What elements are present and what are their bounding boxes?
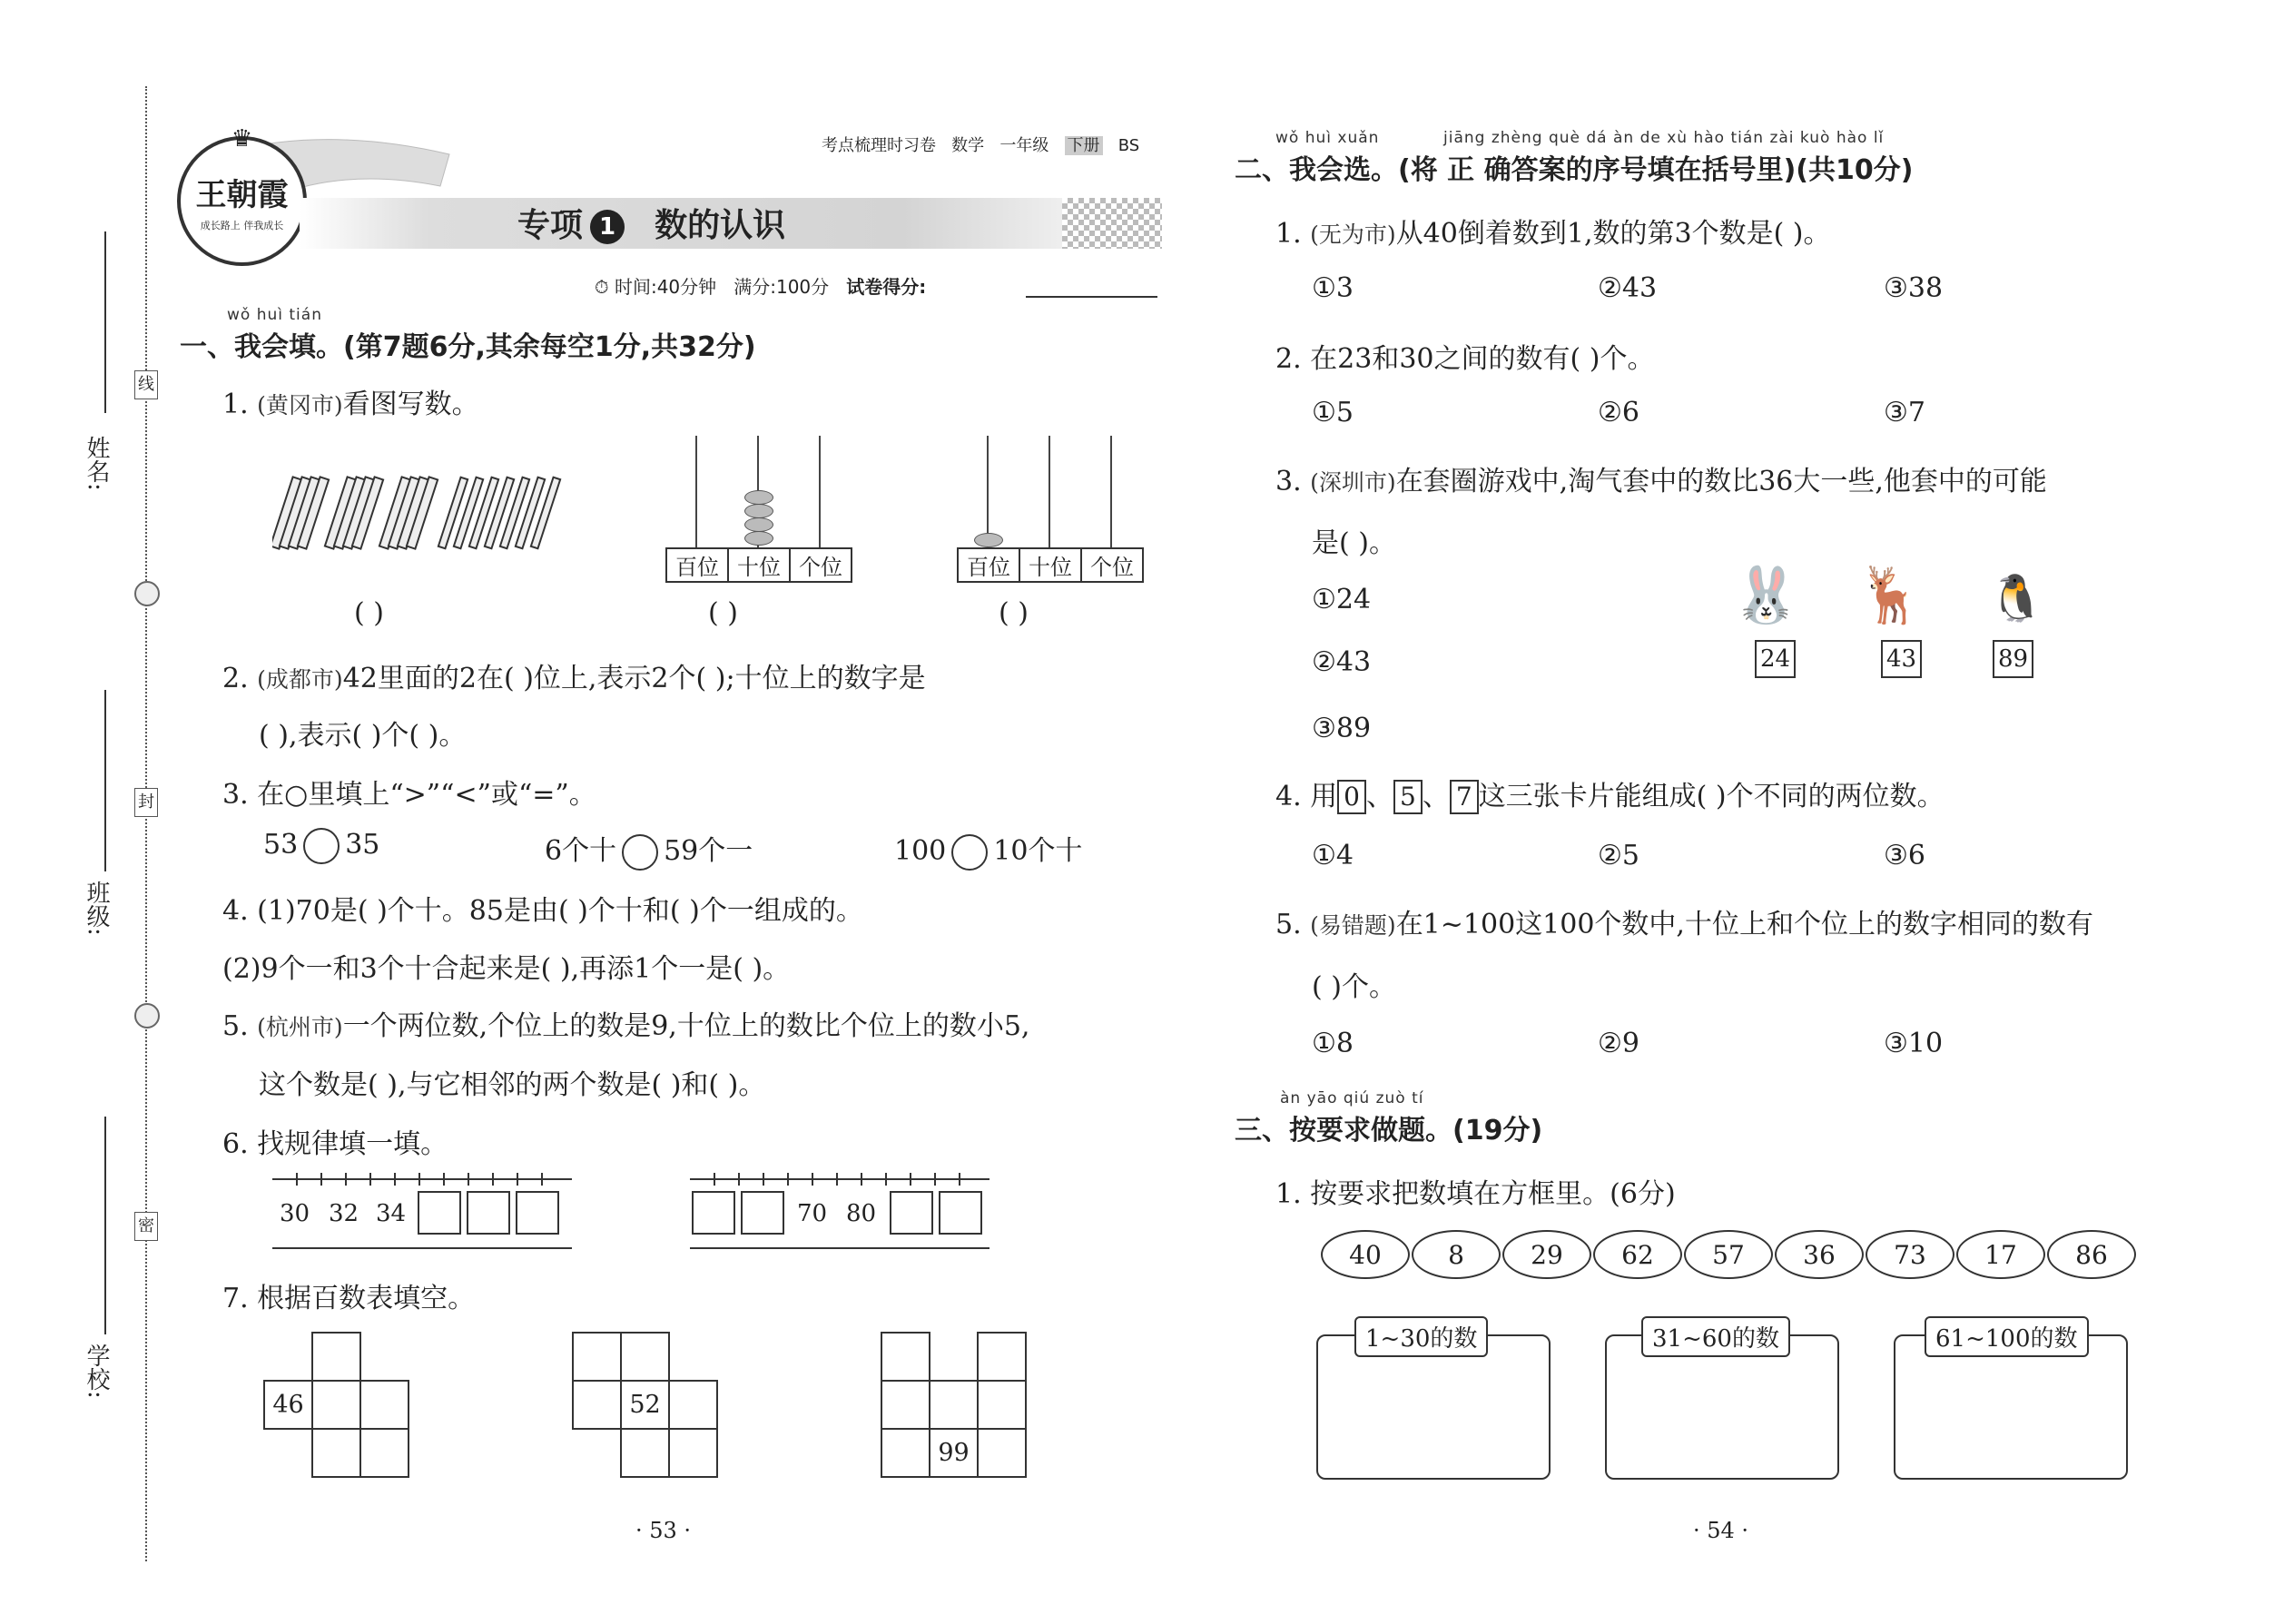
name-label: 姓名: — [83, 436, 110, 491]
abacus1-bead — [744, 504, 773, 518]
seq2-value-1: 70 — [797, 1200, 828, 1227]
abacus1-rod-ones — [819, 436, 821, 549]
s2-q3-opt1[interactable]: ①24 — [1312, 584, 1372, 615]
seq1-value-2: 32 — [329, 1200, 359, 1227]
grid3-cell[interactable] — [977, 1332, 1027, 1382]
score-blank[interactable] — [1026, 296, 1157, 298]
section2-pinyin-2: jiāng zhèng què dá àn de xù hào tián zài kuò hào lǐ — [1443, 129, 1885, 147]
seq2-blank[interactable] — [939, 1191, 982, 1235]
s2-q1-opt1[interactable]: ①3 — [1312, 272, 1354, 304]
seq1-value-1: 30 — [280, 1200, 310, 1227]
page-number-left: · 53 · — [635, 1518, 692, 1543]
s1-q3: 3. 在○里填上“>”“<”或“=”。 — [222, 779, 596, 811]
section3-title: 三、按要求做题。(19分) — [1235, 1115, 1543, 1147]
section1-title: 一、我会填。(第7题6分,其余每空1分,共32分) — [180, 331, 756, 363]
number-oval: 29 — [1502, 1230, 1591, 1279]
compare-circle[interactable] — [622, 834, 658, 871]
s2-q5-opt3[interactable]: ③10 — [1884, 1028, 1944, 1059]
clock-icon: ⏱ — [595, 276, 609, 298]
grid2-cell[interactable] — [668, 1428, 718, 1478]
seq2-blank[interactable] — [741, 1191, 784, 1235]
compare-circle[interactable] — [303, 828, 340, 864]
deer-icon: 🦌 — [1856, 564, 1925, 627]
s2-q3-opt2[interactable]: ②43 — [1312, 646, 1372, 678]
seq1-blank[interactable] — [418, 1191, 461, 1235]
header-meta — [822, 133, 1139, 156]
s2-q1-opt3[interactable]: ③38 — [1884, 272, 1944, 304]
class-line — [104, 690, 106, 871]
abacus1-bead — [744, 490, 773, 505]
animal-number-43: 43 — [1881, 640, 1922, 678]
binding-ornament-icon — [134, 581, 160, 606]
section3-pinyin: àn yāo qiú zuò tí — [1280, 1089, 1424, 1107]
q1-answer-3[interactable]: ( ) — [999, 597, 1029, 629]
s2-q5-line1: 5. (易错题)在1~100这100个数中,十位上和个位上的数字相同的数有 — [1275, 909, 2093, 940]
s1-q7: 7. 根据百数表填空。 — [222, 1283, 476, 1314]
grid1-cell[interactable] — [311, 1332, 361, 1382]
s2-q4: 4. 用 0 、 5 、 7 这三张卡片能组成( )个不同的两位数。 — [1275, 781, 1944, 812]
name-line — [104, 231, 106, 413]
exam-meta — [595, 272, 926, 299]
grid1-cell[interactable] — [311, 1428, 361, 1478]
compare-item-2: 6个十 59个一 — [545, 828, 753, 871]
compare-item-1: 53 35 — [263, 828, 379, 864]
grid2-cell[interactable] — [620, 1332, 670, 1382]
grid1-cell[interactable] — [311, 1380, 361, 1430]
animal-number-89: 89 — [1993, 640, 2033, 678]
abacus2-rod-ones — [1110, 436, 1112, 549]
page-number-right: · 54 · — [1693, 1518, 1749, 1543]
number-oval: 40 — [1321, 1230, 1410, 1279]
number-oval: 17 — [1956, 1230, 2045, 1279]
answer-box-label-3: 61~100的数 — [1925, 1316, 2089, 1357]
grid3-cell[interactable] — [977, 1428, 1027, 1478]
class-label: 班级: — [83, 881, 110, 936]
cut-mark-1: 线 — [134, 370, 158, 399]
s2-q3-line2: 是( )。 — [1312, 527, 1396, 559]
seq2-value-2: 80 — [846, 1200, 877, 1227]
grid3-cell[interactable] — [881, 1380, 930, 1430]
number-oval: 8 — [1412, 1230, 1501, 1279]
q1-answer-1[interactable]: ( ) — [354, 597, 384, 629]
section1-pinyin: wǒ huì tián — [227, 306, 322, 324]
number-oval: 86 — [2047, 1230, 2136, 1279]
number-line-2-ticks — [714, 1173, 977, 1186]
grid1-cell[interactable] — [359, 1380, 409, 1430]
compare-item-3: 100 10个十 — [894, 828, 1082, 871]
digit-card-7: 7 — [1450, 780, 1479, 814]
school-label: 学校: — [83, 1343, 110, 1399]
full-score: 满分:100分 — [733, 276, 830, 298]
seq1-blank[interactable] — [516, 1191, 559, 1235]
s3-q1: 1. 按要求把数填在方框里。(6分) — [1275, 1178, 1676, 1210]
abacus1-bead — [744, 517, 773, 532]
abacus1-labels: 百位 十位 个位 — [665, 547, 852, 583]
logo-sub-left: 成长路上 — [200, 220, 241, 231]
rabbit-icon: 🐰 — [1732, 564, 1800, 627]
abacus2-rod-tens — [1049, 436, 1050, 549]
penguin-icon: 🐧 — [1988, 572, 2045, 625]
abacus1-rod-hundreds — [695, 436, 697, 549]
topic-number-badge: 1 — [590, 210, 625, 244]
digit-card-0: 0 — [1337, 780, 1366, 814]
number-line-1-ticks — [296, 1173, 559, 1186]
grid3-cell[interactable] — [929, 1380, 979, 1430]
abacus1-bead — [744, 531, 773, 546]
answer-box-label-1: 1~30的数 — [1354, 1316, 1488, 1357]
grid1-cell-46: 46 — [263, 1380, 313, 1430]
series-name: 考点梳理时习卷 — [822, 136, 936, 155]
volume: 下册 — [1065, 136, 1103, 155]
edition: BS — [1117, 136, 1140, 155]
animal-number-24: 24 — [1755, 640, 1796, 678]
binding-dotted-line — [145, 86, 147, 1561]
grid2-cell[interactable] — [572, 1380, 622, 1430]
grid3-cell-99: 99 — [929, 1428, 979, 1478]
logo-sub-right: 伴我成长 — [243, 220, 284, 231]
s2-q1-opt2[interactable]: ②43 — [1598, 272, 1658, 304]
grid3-cell[interactable] — [881, 1332, 930, 1382]
seq2-blank[interactable] — [890, 1191, 933, 1235]
s1-q5-line1: 5. (杭州市)一个两位数,个位上的数是9,十位上的数比个位上的数小5, — [222, 1010, 1030, 1042]
title-checker — [1062, 198, 1162, 249]
s1-q4-line1: 4. (1)70是( )个十。85是由( )个十和( )个一组成的。 — [222, 895, 863, 927]
answer-box-label-2: 31~60的数 — [1641, 1316, 1790, 1357]
seq1-blank[interactable] — [467, 1191, 510, 1235]
s2-q2-opt3[interactable]: ③7 — [1884, 397, 1925, 428]
s2-q4-opt1[interactable]: ①4 — [1312, 840, 1354, 871]
number-oval: 62 — [1593, 1230, 1682, 1279]
grid2-cell[interactable] — [668, 1380, 718, 1430]
q1-answer-2[interactable]: ( ) — [708, 597, 738, 629]
logo-crown-icon: ♛ — [231, 125, 253, 153]
logo-text: 王朝霞 — [195, 177, 289, 213]
grid2-cell[interactable] — [620, 1428, 670, 1478]
section2-pinyin-1: wǒ huì xuǎn — [1275, 129, 1380, 147]
s1-q6: 6. 找规律填一填。 — [222, 1128, 448, 1160]
section2-title: 二、我会选。(将 正 确答案的序号填在括号里)(共10分) — [1235, 154, 1914, 186]
seq2-blank[interactable] — [692, 1191, 735, 1235]
number-oval: 36 — [1775, 1230, 1864, 1279]
s2-q2-opt2[interactable]: ②6 — [1598, 397, 1639, 428]
s2-q2-opt1[interactable]: ①5 — [1312, 397, 1354, 428]
binding-ornament-icon — [134, 1003, 160, 1029]
grid1-cell[interactable] — [359, 1428, 409, 1478]
school-line — [104, 1117, 106, 1334]
logo-emblem — [177, 125, 307, 266]
sticks-picture — [272, 468, 572, 562]
s2-q4-opt2[interactable]: ②5 — [1598, 840, 1639, 871]
abacus2-bead — [974, 533, 1003, 547]
compare-circle[interactable] — [951, 834, 988, 871]
subject: 数学 — [951, 136, 985, 155]
s2-q3-line1: 3. (深圳市)在套圈游戏中,淘气套中的数比36大一些,他套中的可能 — [1275, 466, 2047, 497]
digit-card-5: 5 — [1393, 780, 1423, 814]
s2-q4-opt3[interactable]: ③6 — [1884, 840, 1925, 871]
s2-q5-opt1[interactable]: ①8 — [1312, 1028, 1354, 1059]
seq1-value-3: 34 — [376, 1200, 407, 1227]
s1-q2-line2: ( ),表示( )个( )。 — [259, 720, 467, 752]
s1-q4-line2: (2)9个一和3个十合起来是( ),再添1个一是( )。 — [222, 953, 791, 985]
page-title: 专项 1 数的认识 — [517, 207, 786, 244]
time-limit: 时间:40分钟 — [614, 276, 717, 298]
cut-mark-2: 封 — [134, 788, 158, 817]
grid2-cell-52: 52 — [620, 1380, 670, 1430]
grid3-cell[interactable] — [881, 1428, 930, 1478]
s2-q3-opt3[interactable]: ③89 — [1312, 713, 1372, 744]
abacus2-labels: 百位 十位 个位 — [957, 547, 1144, 583]
s1-q1: 1. (黄冈市)看图写数。 — [222, 389, 479, 420]
grid3-cell[interactable] — [977, 1380, 1027, 1430]
s2-q1: 1. (无为市)从40倒着数到1,数的第3个数是( )。 — [1275, 218, 1831, 250]
score-label: 试卷得分: — [846, 276, 927, 298]
number-oval: 73 — [1866, 1230, 1954, 1279]
s1-q2-line1: 2. (成都市)42里面的2在( )位上,表示2个( );十位上的数字是 — [222, 663, 926, 694]
s2-q2: 2. 在23和30之间的数有( )个。 — [1275, 343, 1655, 375]
grade: 一年级 — [999, 136, 1049, 155]
s2-q5-opt2[interactable]: ②9 — [1598, 1028, 1639, 1059]
grid2-cell[interactable] — [572, 1332, 622, 1382]
s2-q5-line2: ( )个。 — [1312, 971, 1396, 1003]
cut-mark-3: 密 — [134, 1212, 158, 1241]
s1-q5-line2: 这个数是( ),与它相邻的两个数是( )和( )。 — [259, 1069, 766, 1101]
number-oval: 57 — [1684, 1230, 1773, 1279]
